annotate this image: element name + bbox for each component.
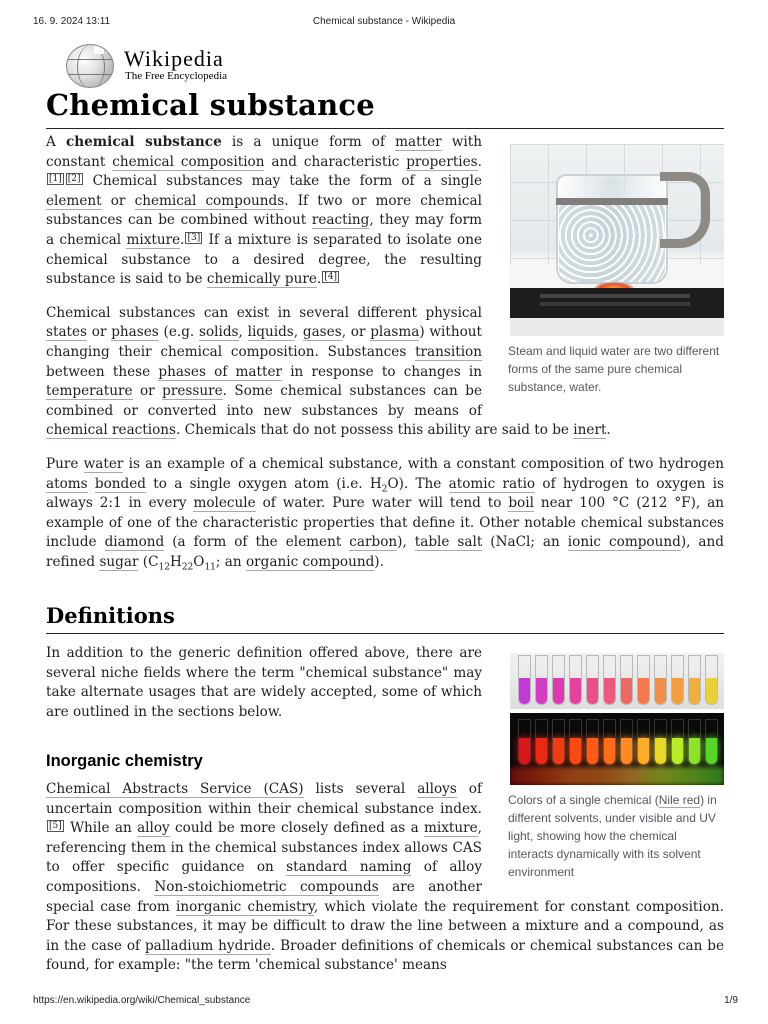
visible-light-tube	[552, 655, 565, 705]
link-bonded[interactable]: bonded	[94, 475, 146, 492]
link-mixture-2[interactable]: mixture	[424, 820, 478, 837]
citation-5[interactable]: [5]	[49, 821, 62, 832]
figure-steam-water	[506, 133, 724, 396]
link-inert[interactable]: inert	[573, 422, 607, 439]
print-page-number: 1/9	[724, 995, 738, 1006]
uv-light-tube	[552, 719, 565, 765]
logo-wordmark: Wikipedia	[124, 46, 224, 71]
definitions-paragraph: In addition to the generic definition offered above, there are several niche fields where the term "chemical substance" may take alternate usages that are widely accepted, some of which are outlined in the sections below.	[46, 645, 482, 720]
visible-light-tube	[688, 655, 701, 705]
link-properties[interactable]: properties	[406, 153, 478, 170]
link-pressure[interactable]: pressure	[162, 383, 223, 400]
inorganic-paragraph: Chemical Abstracts Service (CAS) lists several alloys of uncertain composition within their chemical substance index.[5] While an alloy could be more closely defined as a mixture, referencing them in the chemical substances index allows CAS to offer specific guidance on standard naming of alloy compositions. Non-stoichiometric compounds are another special case from inorganic chemistry, which violate the requirement for constant composition. For these substances, it may be difficult to draw the line between a mixture and a compound, as in the case of palladium hydride. Broader definitions of chemicals or chemical substances can be found, for example: "the term 'chemical substance' means	[46, 781, 724, 974]
visible-light-tube	[603, 655, 616, 705]
uv-light-tube	[603, 719, 616, 765]
visible-light-tube	[705, 655, 718, 705]
link-nile-red[interactable]: Nile red	[658, 793, 701, 808]
uv-light-tube	[637, 719, 650, 765]
tubes-visible-photo[interactable]	[510, 653, 724, 709]
link-temperature[interactable]: temperature	[46, 383, 133, 400]
tubes-uv-photo[interactable]	[510, 713, 724, 785]
visible-light-tube	[518, 655, 531, 705]
uv-light-tube	[586, 719, 599, 765]
kettle-photo[interactable]	[510, 144, 724, 336]
visible-light-tube	[637, 655, 650, 705]
link-inorganic-chemistry[interactable]: inorganic chemistry	[175, 898, 314, 915]
link-chemical-compounds[interactable]: chemical compounds	[134, 192, 285, 209]
visible-light-tube	[569, 655, 582, 705]
print-url: https://en.wikipedia.org/wiki/Chemical_substance	[33, 995, 251, 1006]
uv-light-tube	[569, 719, 582, 765]
visible-light-tube	[535, 655, 548, 705]
title-divider	[46, 128, 724, 129]
link-chemical-reactions[interactable]: chemical reactions	[46, 422, 177, 439]
link-chemically-pure[interactable]: chemically pure	[206, 271, 317, 288]
link-states[interactable]: states	[46, 324, 88, 341]
link-atoms[interactable]: atoms	[46, 475, 88, 492]
page-title: Chemical substance	[46, 88, 375, 122]
link-reacting[interactable]: reacting	[311, 212, 370, 229]
section-heading-definitions: Definitions	[46, 606, 724, 634]
figure-caption-nile-red: Colors of a single chemical (Nile red) in different solvents, under visible and UV light, showing how the chemical interacts dynamically with its solvent environment	[508, 793, 717, 880]
link-table-salt[interactable]: table salt	[414, 534, 483, 551]
link-water[interactable]: water	[83, 455, 124, 472]
intro-paragraph-2: Chemical substances can exist in several different physical states or phases (e.g. solids, liquids, gases, or plasma) without changing their chemical composition. Substances transition between these phases of matter in response to changes in temperature or pressure. Some chemical substances can be combined or converted into new substances by means of chemical reactions. Chemicals that do not possess this ability are said to be inert.	[46, 304, 611, 439]
citation-4[interactable]: [4]	[324, 272, 337, 283]
link-alloy[interactable]: alloy	[137, 820, 170, 837]
link-boil[interactable]: boil	[508, 495, 534, 512]
uv-light-tube	[535, 719, 548, 765]
link-plasma[interactable]: plasma	[370, 324, 420, 341]
link-palladium-hydride[interactable]: palladium hydride	[144, 937, 271, 954]
article-content	[46, 133, 724, 976]
link-transition[interactable]: transition	[415, 343, 482, 360]
link-chemical-composition[interactable]: chemical composition	[112, 153, 265, 170]
link-liquids[interactable]: liquids	[247, 324, 294, 341]
link-mixture[interactable]: mixture	[126, 231, 181, 248]
link-molecule[interactable]: molecule	[193, 495, 256, 512]
figure-nile-red	[506, 640, 724, 881]
visible-light-tube	[671, 655, 684, 705]
citation-1[interactable]: [1]	[49, 174, 62, 185]
figure-caption: Steam and liquid water are two different forms of the same pure chemical substance, water.	[508, 344, 720, 394]
uv-light-tube	[620, 719, 633, 765]
uv-light-tube	[688, 719, 701, 765]
link-element[interactable]: element	[46, 192, 102, 209]
visible-light-tube	[654, 655, 667, 705]
bold-term: chemical substance	[65, 134, 222, 150]
link-gases[interactable]: gases	[302, 324, 342, 341]
logo-tagline: The Free Encyclopedia	[125, 70, 228, 82]
print-header	[0, 16, 768, 30]
citation-2[interactable]: [2]	[67, 174, 81, 185]
uv-light-tube	[705, 719, 718, 765]
link-carbon[interactable]: carbon	[349, 534, 398, 551]
link-matter[interactable]: matter	[395, 134, 442, 150]
citation-3[interactable]: [3]	[187, 232, 201, 243]
print-footer	[0, 995, 768, 1009]
link-standard-naming[interactable]: standard naming	[286, 859, 412, 876]
link-alloys[interactable]: alloys	[417, 781, 457, 798]
intro-paragraph-3: Pure water is an example of a chemical substance, with a constant composition of two hydrogen atoms bonded to a single oxygen atom (i.e. $H_2O$). The atomic ratio of hydrogen to oxygen is always 2:1 in every molecule of water. Pure water will tend to boil near 100 °C (212 °F), an example of one of the characteristic properties that define it. Other notable chemical substances include diamond (a form of the element carbon), table salt (NaCl; an ionic compound), and refined sugar ($C_{12}H_{22}O_{11}$; an organic compound).	[46, 455, 725, 573]
link-phases-of-matter[interactable]: phases of matter	[158, 363, 283, 380]
link-organic-compound[interactable]: organic compound	[245, 553, 375, 570]
uv-light-tube	[671, 719, 684, 765]
uv-light-tube	[654, 719, 667, 765]
link-atomic-ratio[interactable]: atomic ratio	[448, 475, 536, 492]
wikipedia-logo[interactable]	[64, 44, 264, 88]
link-diamond[interactable]: diamond	[104, 534, 165, 551]
visible-light-tube	[586, 655, 599, 705]
intro-paragraph-1: A chemical substance is a unique form of matter with constant chemical composition and characteristic properties.[1] [2] Chemical substances may take the form of a single element or chemical compounds. If two or more chemical substances can be combined without reacting, they may form a chemical mixture. [3] If a mixture is separated to isolate one chemical substance to a desired degree, the resulting substance is said to be chemically pure. [4]	[46, 134, 482, 288]
link-solids[interactable]: solids	[198, 324, 239, 341]
visible-light-tube	[620, 655, 633, 705]
link-cas[interactable]: Chemical Abstracts Service (CAS)	[46, 781, 304, 798]
print-datetime: 16. 9. 2024 13:11	[33, 16, 111, 27]
link-phases[interactable]: phases	[111, 324, 159, 341]
link-sugar[interactable]: sugar	[99, 553, 139, 570]
link-ionic-compound[interactable]: ionic compound	[567, 534, 681, 551]
puzzle-globe-icon	[66, 44, 114, 88]
link-non-stoichiometric[interactable]: Non-stoichiometric compounds	[154, 879, 379, 895]
subsection-heading-inorganic: Inorganic chemistry	[46, 752, 203, 771]
uv-light-tube	[518, 719, 531, 765]
print-tab-title: Chemical substance - Wikipedia	[312, 16, 456, 27]
